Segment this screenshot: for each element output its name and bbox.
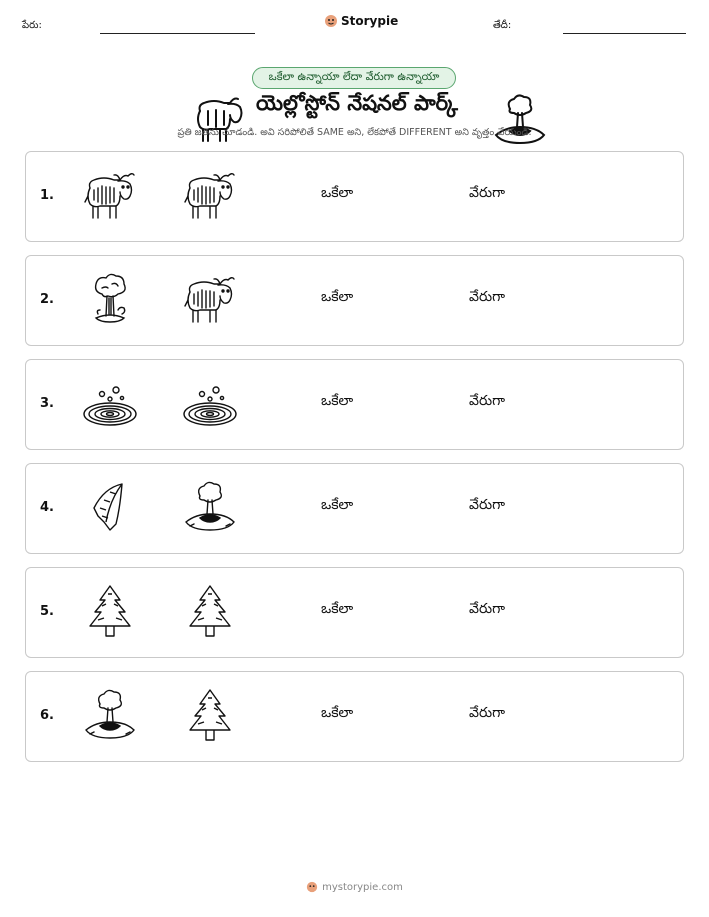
date-label: తేదీ: bbox=[493, 20, 512, 31]
name-field-line[interactable] bbox=[100, 33, 255, 34]
hot-spring-icon bbox=[80, 374, 140, 434]
page-title: యెల్లోస్టోన్ నేషనల్ పార్క్ bbox=[256, 91, 458, 115]
bison-icon bbox=[180, 270, 240, 330]
different-option[interactable]: వేరుగా bbox=[469, 705, 505, 721]
storypie-logo-icon bbox=[324, 14, 338, 28]
geyser-crater-icon bbox=[180, 478, 240, 538]
different-option[interactable]: వేరుగా bbox=[469, 497, 505, 513]
question-row bbox=[25, 255, 684, 346]
brand-name: Storypie bbox=[341, 14, 399, 28]
different-option[interactable]: వేరుగా bbox=[469, 289, 505, 305]
storypie-logo-icon bbox=[306, 881, 318, 893]
question-number: 6. bbox=[40, 708, 54, 723]
same-option[interactable]: ఒకేలా bbox=[321, 705, 354, 721]
brand-logo bbox=[324, 14, 398, 28]
same-option[interactable]: ఒకేలా bbox=[321, 289, 354, 305]
pine-tree-icon bbox=[180, 582, 240, 642]
geyser-crater-icon bbox=[80, 686, 140, 746]
arrowhead-icon bbox=[80, 478, 140, 538]
different-option[interactable]: వేరుగా bbox=[469, 185, 505, 201]
geyser-icon bbox=[80, 270, 140, 330]
bison-icon bbox=[190, 89, 224, 123]
pine-tree-icon bbox=[180, 686, 240, 746]
question-row bbox=[25, 567, 684, 658]
question-row bbox=[25, 671, 684, 762]
footer bbox=[0, 881, 709, 893]
subtitle-pill: ఒకేలా ఉన్నాయా లేదా వేరుగా ఉన్నాయా bbox=[252, 67, 456, 89]
same-option[interactable]: ఒకేలా bbox=[321, 497, 354, 513]
question-row bbox=[25, 359, 684, 450]
name-label: పేరు: bbox=[22, 20, 42, 31]
question-number: 4. bbox=[40, 500, 54, 515]
question-number: 5. bbox=[40, 604, 54, 619]
bison-icon bbox=[180, 166, 240, 226]
instructions: ప్రతి జతను చూడండి. అవి సరిపోలితే SAME అని, లేకపోతే DIFFERENT అని వృత్తం చేయండి. bbox=[177, 127, 532, 138]
geyser-crater-icon bbox=[490, 91, 520, 121]
footer-url[interactable]: mystorypie.com bbox=[322, 881, 403, 893]
bison-icon bbox=[80, 166, 140, 226]
same-option[interactable]: ఒకేలా bbox=[321, 185, 354, 201]
question-number: 2. bbox=[40, 292, 54, 307]
question-number: 1. bbox=[40, 188, 54, 203]
pine-tree-icon bbox=[80, 582, 140, 642]
different-option[interactable]: వేరుగా bbox=[469, 393, 505, 409]
same-option[interactable]: ఒకేలా bbox=[321, 393, 354, 409]
title-row bbox=[190, 88, 520, 124]
same-option[interactable]: ఒకేలా bbox=[321, 601, 354, 617]
hot-spring-icon bbox=[180, 374, 240, 434]
date-field-line[interactable] bbox=[563, 33, 686, 34]
question-row bbox=[25, 463, 684, 554]
different-option[interactable]: వేరుగా bbox=[469, 601, 505, 617]
question-row bbox=[25, 151, 684, 242]
question-number: 3. bbox=[40, 396, 54, 411]
